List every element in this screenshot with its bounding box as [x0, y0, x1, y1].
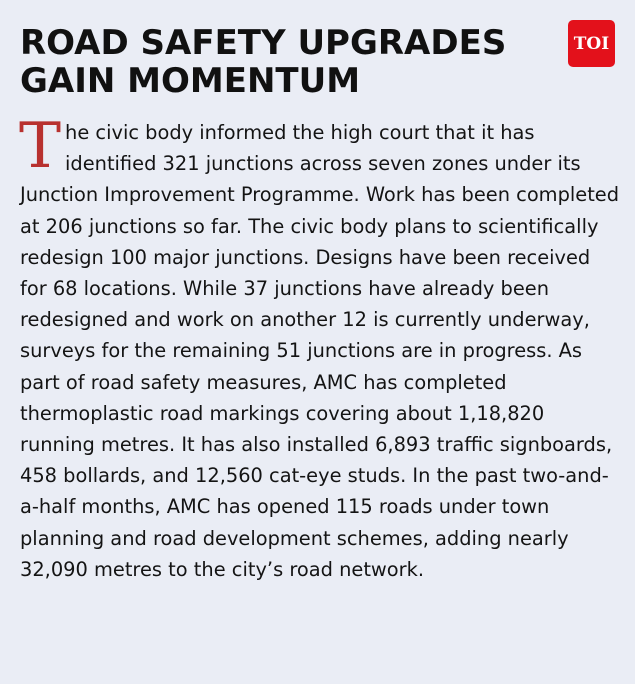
logo-text: TOI: [573, 33, 610, 54]
toi-logo: [568, 20, 615, 67]
article-body-text: he civic body informed the high court that it has identified 321 junctions across seven zones under its Junction Improvement Programme. Work has been completed at 206 junctions so far. The civic body plans to scientifically redesign 100 major junctions. Designs have been received for 68 locations. While 37 junctions have already been redesigned and work on another 12 is currently underway, surveys for the remaining 51 junctions are in progress. As part of road safety measures, AMC has completed thermoplastic road markings covering about 1,18,820 running metres. It has also installed 6,893 traffic signboards, 458 bollards, and 12,560 cat-eye studs. In the past two-and-a-half months, AMC has opened 115 roads under town planning and road development schemes, adding nearly 32,090 metres to the city’s road network.: [20, 121, 620, 581]
drop-cap: T: [19, 109, 62, 182]
article-body: [19, 109, 620, 585]
headline: ROAD SAFETY UPGRADES GAIN MOMENTUM: [20, 23, 507, 101]
